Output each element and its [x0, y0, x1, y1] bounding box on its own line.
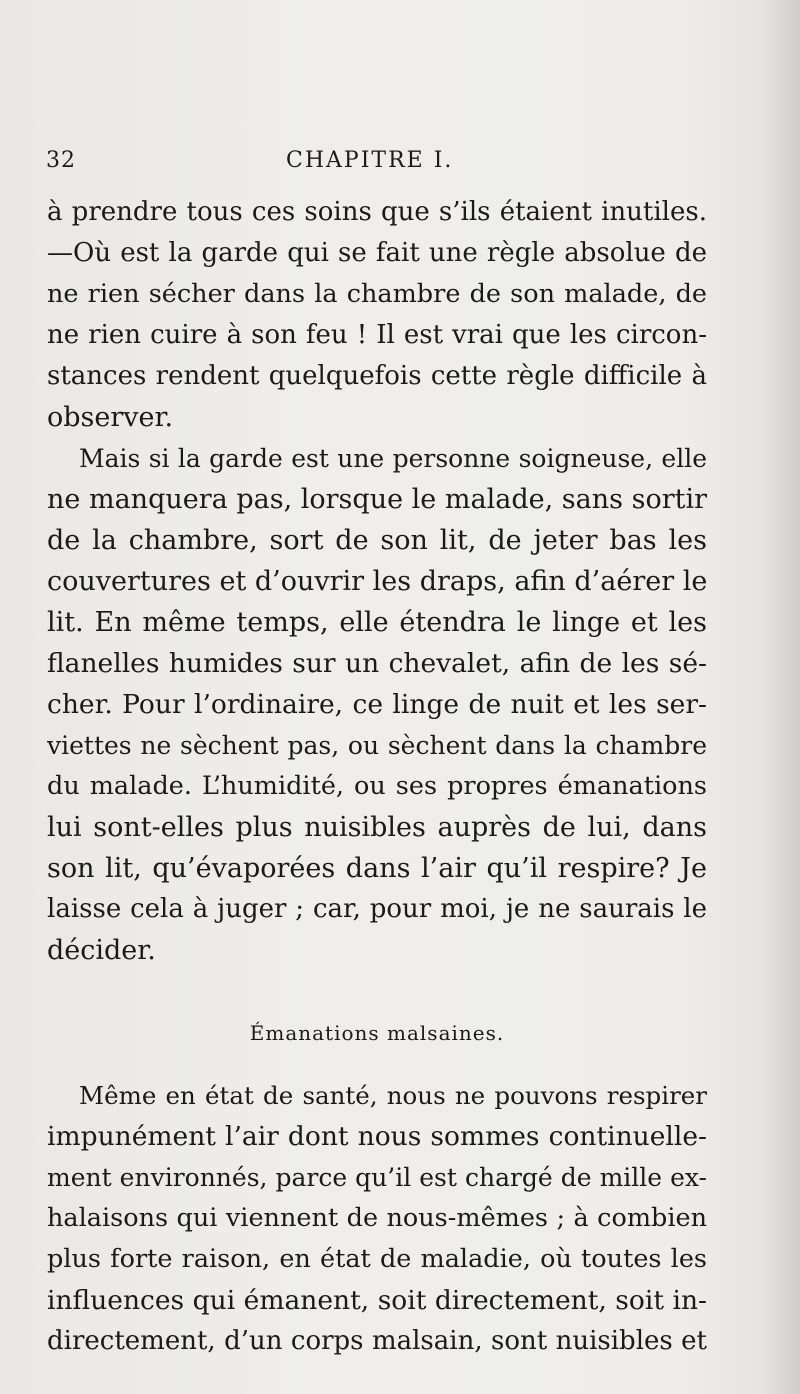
text-line: décider. — [47, 935, 156, 966]
text-line: Mais si la garde est une personne soigneuse, elle — [79, 444, 707, 473]
text-line: de la chambre, sort de son lit, de jeter bas les — [47, 525, 707, 556]
paragraph-3 — [47, 1075, 707, 1362]
text-line: plus forte raison, en état de maladie, où toutes les — [47, 1244, 707, 1274]
text-line: couvertures et d’ouvrir les draps, afin d’aérer le — [47, 566, 708, 597]
text-line: viettes ne sèchent pas, ou sèchent dans la chambre — [47, 731, 707, 760]
paragraph-1 — [47, 192, 707, 438]
text-line: ment environnés, parce qu’il est chargé de mille ex- — [47, 1163, 707, 1192]
page-edge-shadow — [760, 0, 800, 1394]
text-line: directement, d’un corps malsain, sont nuisibles et — [47, 1326, 707, 1356]
text-line: ne manquera pas, lorsque le malade, sans sortir — [47, 484, 707, 515]
text-line: stances rendent quelquefois cette règle difficile à — [47, 361, 707, 391]
text-line: du malade. L’humidité, ou ses propres émanations — [47, 771, 707, 801]
section-title: Émanations malsaines. — [249, 1021, 505, 1045]
text-line: cher. Pour l’ordinaire, ce linge de nuit et les ser- — [47, 689, 707, 720]
text-line: son lit, qu’évaporées dans l’air qu’il respire? Je — [47, 853, 707, 884]
text-line: halaisons qui viennent de nous-mêmes ; à combien — [47, 1203, 707, 1233]
text-line: flanelles humides sur un chevalet, afin de les sé- — [47, 648, 707, 679]
running-head: CHAPITRE I. — [286, 148, 454, 173]
text-line: laisse cela à juger ; car, pour moi, je ne saurais le — [47, 894, 707, 924]
body-text — [47, 192, 707, 1362]
page-number: 32 — [46, 148, 76, 173]
text-line: influences qui émanent, soit directement, soit in- — [47, 1285, 707, 1316]
text-line: —Où est la garde qui se fait une règle absolue de — [47, 238, 707, 268]
text-line: ne rien sécher dans la chambre de son malade, de — [47, 279, 707, 309]
text-line: Même en état de santé, nous ne pouvons respirer — [79, 1081, 707, 1110]
text-line: observer. — [47, 402, 174, 433]
page-header — [46, 148, 706, 184]
text-line: lui sont-elles plus nuisibles auprès de lui, dans — [47, 812, 707, 843]
paragraph-2 — [47, 438, 707, 971]
text-line: à prendre tous ces soins que s’ils étaient inutiles. — [47, 197, 707, 227]
text-line: ne rien cuire à son feu ! Il est vrai que les circon- — [47, 320, 707, 350]
text-line: lit. En même temps, elle étendra le linge et les — [47, 607, 707, 638]
text-line: impunément l’air dont nous sommes continuelle- — [47, 1121, 707, 1152]
